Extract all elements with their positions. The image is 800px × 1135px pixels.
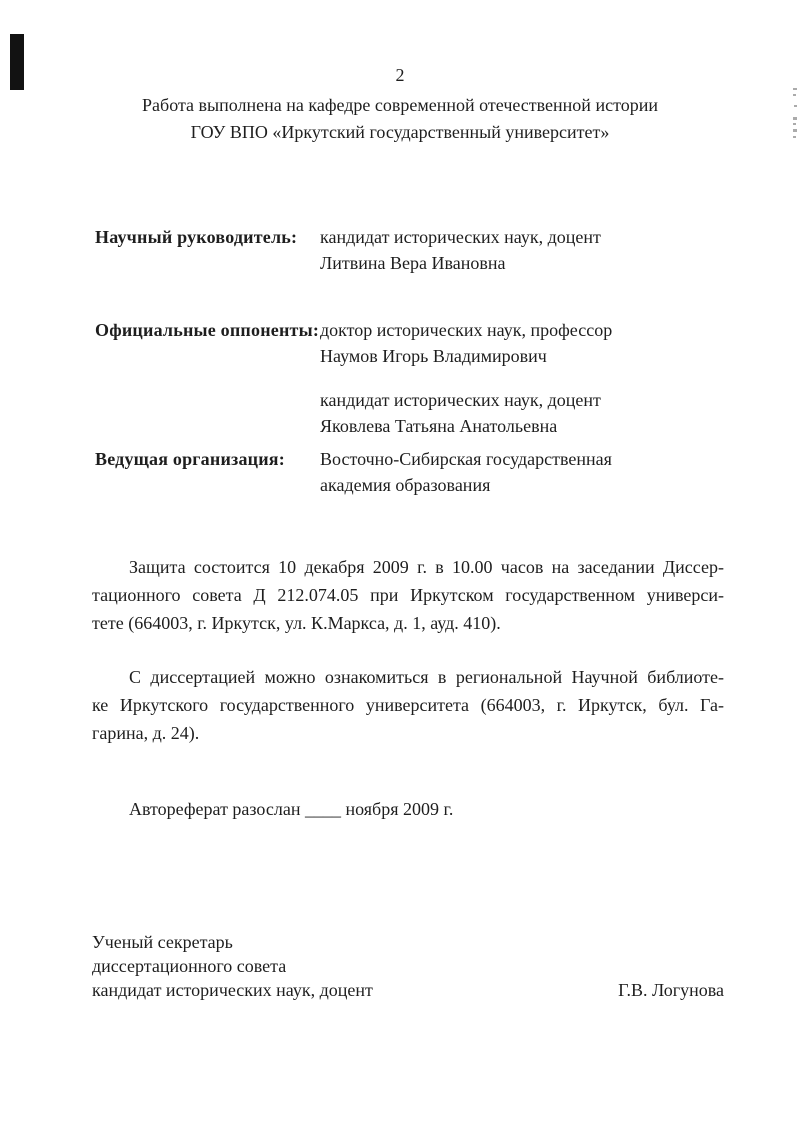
header xyxy=(0,92,800,146)
supervisor-degree: кандидат исторических наук, доцент xyxy=(320,227,601,247)
opponents-label: Официальные оппоненты: xyxy=(95,320,320,340)
leading-organization-label: Ведущая организация: xyxy=(95,449,285,469)
supervisor-value xyxy=(320,224,601,276)
secretary-name: Г.В. Логунова xyxy=(618,980,724,1000)
signature-block xyxy=(92,930,724,1002)
supervisor-name: Литвина Вера Ивановна xyxy=(320,253,506,273)
header-line-2: ГОУ ВПО «Иркутский государственный университет» xyxy=(190,122,610,142)
signature-line-1: Ученый секретарь xyxy=(92,932,233,952)
signature-row xyxy=(92,978,724,1002)
defense-paragraph-line-3: тете (664003, г. Иркутск, ул. К.Маркса, д. 1, ауд. 410). xyxy=(92,613,501,633)
leading-organization-line-1: Восточно-Сибирская государственная xyxy=(320,449,612,469)
supervisor-label: Научный руководитель: xyxy=(95,227,298,247)
signature-line-3: кандидат исторических наук, доцент xyxy=(92,980,373,1000)
defense-paragraph-line-2: тационного совета Д 212.074.05 при Иркутском государственном универси- xyxy=(92,585,724,605)
defense-paragraph xyxy=(92,553,724,637)
opponent-1-degree: доктор исторических наук, профессор xyxy=(320,320,613,340)
library-paragraph-line-2: ке Иркутского государственного университета (664003, г. Иркутск, бул. Га- xyxy=(92,695,724,715)
library-paragraph-line-3: гарина, д. 24). xyxy=(92,723,200,743)
opponent-2 xyxy=(320,387,601,439)
opponent-1 xyxy=(320,317,612,369)
signature-line-2: диссертационного совета xyxy=(92,956,287,976)
header-line-1: Работа выполнена на кафедре современной отечественной истории xyxy=(142,95,658,115)
mailing-line: Автореферат разослан ____ ноября 2009 г. xyxy=(129,799,454,819)
opponent-1-name: Наумов Игорь Владимирович xyxy=(320,346,547,366)
scan-artifact-edge-mark xyxy=(793,88,797,90)
page-number: 2 xyxy=(395,65,405,85)
opponent-2-name: Яковлева Татьяна Анатольевна xyxy=(320,416,558,436)
library-paragraph xyxy=(92,663,724,747)
library-paragraph-line-1: С диссертацией можно ознакомиться в региональной Научной библиоте- xyxy=(129,667,724,687)
opponent-2-degree: кандидат исторических наук, доцент xyxy=(320,390,601,410)
defense-paragraph-line-1: Защита состоится 10 декабря 2009 г. в 10.00 часов на заседании Диссер- xyxy=(129,557,724,577)
leading-organization-line-2: академия образования xyxy=(320,475,491,495)
leading-organization-value xyxy=(320,446,612,498)
